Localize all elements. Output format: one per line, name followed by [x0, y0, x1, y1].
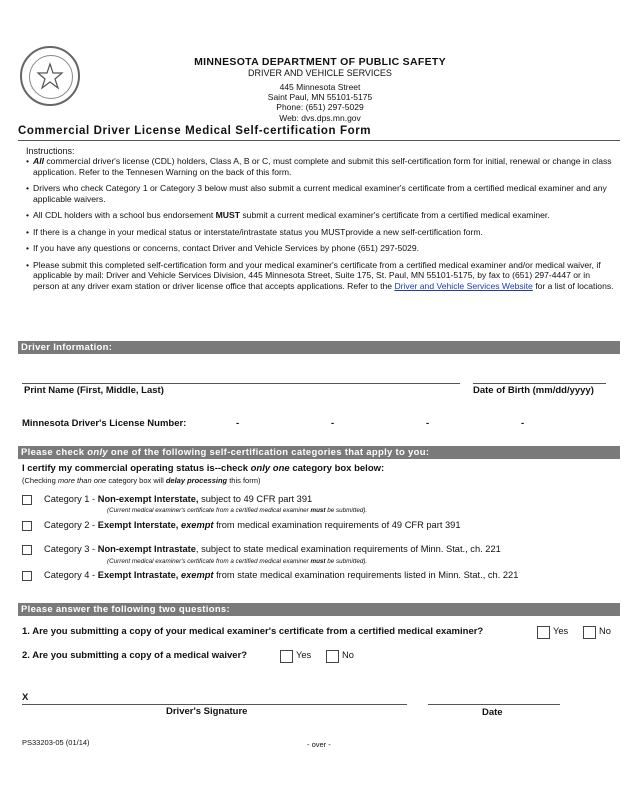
driver-signature-label: Driver's Signature: [166, 706, 248, 717]
category-3-note: (Current medical examiner's certificate from a certified medical examiner must be submitted).: [107, 558, 368, 565]
form-title: Commercial Driver License Medical Self-certification Form: [18, 125, 372, 137]
driver-signature-line[interactable]: [22, 704, 407, 705]
category-4-checkbox[interactable]: [22, 571, 32, 581]
question-1: 1. Are you submitting a copy of your medical examiner's certificate from a certified medical examiner?: [22, 626, 484, 637]
instruction-item: • If you have any questions or concerns, contact Driver and Vehicle Services by phone (651) 297-5029.: [26, 243, 618, 254]
star-icon: [34, 60, 66, 92]
certify-statement: I certify my commercial operating status is--check only one category box below:: [22, 463, 385, 474]
processing-warning: (Checking more than one category box will delay processing this form): [22, 476, 261, 485]
driver-information-bar: Driver Information:: [18, 341, 620, 354]
agency-name: MINNESOTA DEPARTMENT OF PUBLIC SAFETY: [194, 56, 446, 68]
q1-yes-checkbox[interactable]: [537, 626, 550, 639]
address-line: Web: dvs.dps.mn.gov: [279, 112, 361, 123]
instruction-item: • If there is a change in your medical status or interstate/intrastate status you MUSTprovide a new self-certification form.: [26, 227, 618, 238]
license-dash: -: [426, 418, 430, 429]
category-1-label: Category 1 - Non-exempt Interstate, subject to 49 CFR part 391: [44, 494, 313, 504]
license-dash: -: [521, 418, 525, 429]
q1-yes-label: Yes: [553, 626, 569, 636]
category-3-label: Category 3 - Non-exempt Intrastate, subject to state medical examination requirements of Minn. Stat., ch. 221: [44, 544, 501, 554]
print-name-line[interactable]: [22, 383, 460, 384]
instruction-item: • All commercial driver's license (CDL) holders, Class A, B or C, must complete and submit this self-certification form for initial, renewal or change in class application. Refer to the Tennesen Warning on the back of this form.: [26, 156, 618, 177]
title-divider: [18, 140, 620, 141]
category-2-checkbox[interactable]: [22, 521, 32, 531]
question-2: 2. Are you submitting a copy of a medical waiver?: [22, 650, 248, 661]
dob-line[interactable]: [473, 383, 606, 384]
category-3-checkbox[interactable]: [22, 545, 32, 555]
questions-bar: Please answer the following two questions:: [18, 603, 620, 616]
instruction-item: • Please submit this completed self-certification form and your medical examiner's certificate from a certified medical examiner and/or medical waiver, if applicable by mail: Driver and Vehicle Services Division, 445 Minnesota Street, Suite 175, St. Paul, MN 55101-5175, by fax to (651) 297-4447 or in person at any driver exam station or driver license office that accepts applications. Refer to the Driver and Vehicle Services Website for a list of locations.: [26, 260, 618, 292]
dob-label: Date of Birth (mm/dd/yyyy): [473, 385, 594, 396]
category-4-label: Category 4 - Exempt Intrastate, exempt from state medical examination requirements listed in Minn. Stat., ch. 221: [44, 570, 519, 580]
license-number-label: Minnesota Driver's License Number:: [22, 418, 187, 429]
license-dash: -: [331, 418, 335, 429]
instructions-list: [26, 156, 618, 291]
license-dash: -: [236, 418, 240, 429]
address-line: 445 Minnesota Street: [279, 82, 361, 92]
date-label: Date: [482, 707, 503, 718]
q1-no-checkbox[interactable]: [583, 626, 596, 639]
q2-no-label: No: [342, 650, 354, 660]
category-2-label: Category 2 - Exempt Interstate, exempt from medical examination requirements of 49 CFR part 391: [44, 520, 461, 530]
category-1-note: (Current medical examiner's certificate from a certified medical examiner must be submitted).: [107, 507, 368, 514]
agency-address: [150, 82, 490, 123]
over-note: - over -: [307, 740, 331, 749]
signature-x: X: [22, 692, 29, 703]
instructions-heading: Instructions:: [26, 146, 75, 156]
q2-yes-label: Yes: [296, 650, 312, 660]
form-number: PS33203-05 (01/14): [22, 738, 90, 747]
print-name-label: Print Name (First, Middle, Last): [24, 385, 164, 396]
q2-no-checkbox[interactable]: [326, 650, 339, 663]
categories-bar: Please check only one of the following self-certification categories that apply to you:: [18, 446, 620, 459]
address-line: Phone: (651) 297-5029: [276, 102, 364, 113]
instruction-item: • Drivers who check Category 1 or Category 3 below must also submit a current medical examiner's certificate from a certified medical examiner and any applicable waivers.: [26, 183, 618, 204]
date-line[interactable]: [428, 704, 560, 705]
q2-yes-checkbox[interactable]: [280, 650, 293, 663]
instruction-item: • All CDL holders with a school bus endorsement MUST submit a current medical examiner's certificate from a certified medical examiner.: [26, 210, 618, 221]
q1-no-label: No: [599, 626, 611, 636]
address-line: Saint Paul, MN 55101-5175: [267, 92, 373, 103]
state-seal: [20, 46, 80, 106]
dvs-website-link[interactable]: Driver and Vehicle Services Website: [394, 280, 533, 291]
division-name: DRIVER AND VEHICLE SERVICES: [248, 68, 392, 78]
category-1-checkbox[interactable]: [22, 495, 32, 505]
